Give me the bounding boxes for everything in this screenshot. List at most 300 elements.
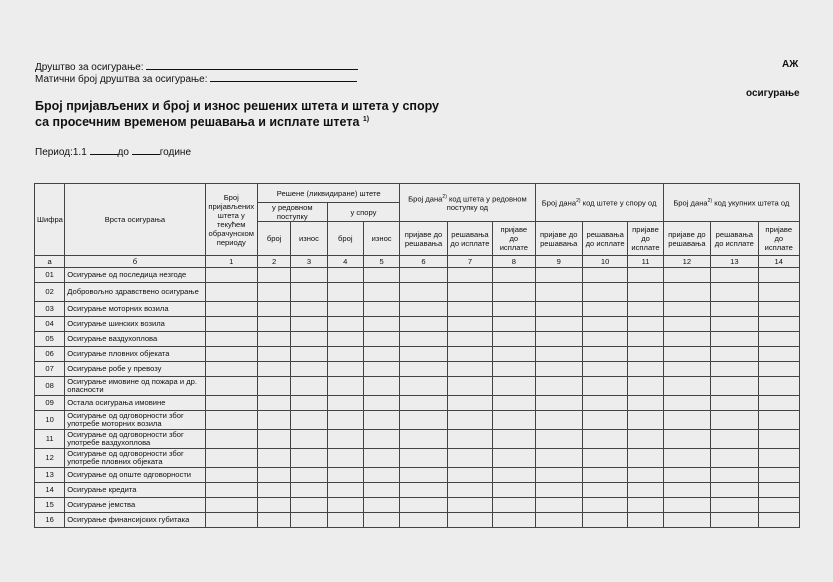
value-cell[interactable] xyxy=(291,468,327,483)
column-number: 1 xyxy=(205,256,257,268)
value-cell[interactable] xyxy=(447,332,492,347)
value-cell[interactable] xyxy=(493,302,535,317)
value-cell[interactable] xyxy=(205,430,257,449)
col-regular-count: број xyxy=(258,222,291,256)
table-row xyxy=(35,468,800,483)
value-cell[interactable] xyxy=(205,396,257,411)
value-cell[interactable] xyxy=(363,332,399,347)
days-prefix: Број дана xyxy=(673,198,708,208)
form-code: АЖ xyxy=(782,59,799,70)
value-cell[interactable] xyxy=(535,449,582,468)
col-14-header: пријаве до исплате xyxy=(758,222,799,256)
value-cell[interactable] xyxy=(327,430,363,449)
value-cell[interactable] xyxy=(535,483,582,498)
value-cell[interactable] xyxy=(400,268,447,283)
value-cell[interactable] xyxy=(363,449,399,468)
value-cell[interactable] xyxy=(291,347,327,362)
value-cell[interactable] xyxy=(535,302,582,317)
value-cell[interactable] xyxy=(663,513,710,528)
value-cell[interactable] xyxy=(493,396,535,411)
value-cell[interactable] xyxy=(205,411,257,430)
value-cell[interactable] xyxy=(205,362,257,377)
value-cell[interactable] xyxy=(663,283,710,302)
value-cell[interactable] xyxy=(291,302,327,317)
company-name-field[interactable] xyxy=(146,60,358,70)
value-cell[interactable] xyxy=(711,396,758,411)
value-cell[interactable] xyxy=(711,411,758,430)
value-cell[interactable] xyxy=(628,411,663,430)
value-cell[interactable] xyxy=(447,302,492,317)
col-dispute-header: у спору xyxy=(327,203,400,222)
value-cell[interactable] xyxy=(628,377,663,396)
value-cell[interactable] xyxy=(663,396,710,411)
value-cell[interactable] xyxy=(447,347,492,362)
value-cell[interactable] xyxy=(758,268,799,283)
column-number: 12 xyxy=(663,256,710,268)
value-cell[interactable] xyxy=(258,513,291,528)
value-cell[interactable] xyxy=(582,317,627,332)
value-cell[interactable] xyxy=(258,430,291,449)
registry-number-field[interactable] xyxy=(210,72,357,82)
value-cell[interactable] xyxy=(363,396,399,411)
value-cell[interactable] xyxy=(447,362,492,377)
value-cell[interactable] xyxy=(363,430,399,449)
value-cell[interactable] xyxy=(327,317,363,332)
value-cell[interactable] xyxy=(493,468,535,483)
value-cell[interactable] xyxy=(400,332,447,347)
value-cell[interactable] xyxy=(758,449,799,468)
row-code: 01 xyxy=(35,268,65,283)
value-cell[interactable] xyxy=(327,347,363,362)
value-cell[interactable] xyxy=(711,362,758,377)
value-cell[interactable] xyxy=(582,449,627,468)
days-total-suffix: код укупних штета од xyxy=(714,198,790,208)
value-cell[interactable] xyxy=(493,362,535,377)
value-cell[interactable] xyxy=(258,449,291,468)
value-cell[interactable] xyxy=(258,483,291,498)
value-cell[interactable] xyxy=(758,283,799,302)
value-cell[interactable] xyxy=(447,317,492,332)
value-cell[interactable] xyxy=(582,396,627,411)
column-number: 4 xyxy=(327,256,363,268)
value-cell[interactable] xyxy=(205,302,257,317)
value-cell[interactable] xyxy=(711,449,758,468)
value-cell[interactable] xyxy=(663,317,710,332)
value-cell[interactable] xyxy=(291,377,327,396)
col-12-header: пријаве до решавања xyxy=(663,222,710,256)
value-cell[interactable] xyxy=(628,468,663,483)
value-cell[interactable] xyxy=(327,468,363,483)
value-cell[interactable] xyxy=(582,513,627,528)
col-resolved-header: Решене (ликвидиране) штете xyxy=(258,184,400,203)
value-cell[interactable] xyxy=(628,362,663,377)
value-cell[interactable] xyxy=(205,283,257,302)
value-cell[interactable] xyxy=(400,302,447,317)
period-year-label: године xyxy=(159,147,192,158)
value-cell[interactable] xyxy=(628,302,663,317)
value-cell[interactable] xyxy=(711,268,758,283)
row-insurance-type: Осигурање од одговорности због употребе моторних возила xyxy=(65,411,205,430)
value-cell[interactable] xyxy=(663,302,710,317)
value-cell[interactable] xyxy=(711,430,758,449)
row-insurance-type: Осигурање од одговорности због употребе ваздухоплова xyxy=(65,430,205,449)
value-cell[interactable] xyxy=(327,268,363,283)
value-cell[interactable] xyxy=(258,411,291,430)
value-cell[interactable] xyxy=(493,268,535,283)
period-from-field[interactable] xyxy=(90,145,118,155)
row-code: 03 xyxy=(35,302,65,317)
value-cell[interactable] xyxy=(663,449,710,468)
column-number: 14 xyxy=(758,256,799,268)
value-cell[interactable] xyxy=(327,483,363,498)
value-cell[interactable] xyxy=(758,430,799,449)
value-cell[interactable] xyxy=(493,513,535,528)
value-cell[interactable] xyxy=(447,513,492,528)
value-cell[interactable] xyxy=(400,430,447,449)
value-cell[interactable] xyxy=(400,498,447,513)
value-cell[interactable] xyxy=(582,468,627,483)
value-cell[interactable] xyxy=(663,498,710,513)
value-cell[interactable] xyxy=(535,362,582,377)
row-code: 11 xyxy=(35,430,65,449)
value-cell[interactable] xyxy=(758,332,799,347)
value-cell[interactable] xyxy=(363,498,399,513)
value-cell[interactable] xyxy=(291,332,327,347)
table-row xyxy=(35,449,800,468)
table-row xyxy=(35,268,800,283)
period-to-field[interactable] xyxy=(132,145,160,155)
value-cell[interactable] xyxy=(400,317,447,332)
value-cell[interactable] xyxy=(400,377,447,396)
value-cell[interactable] xyxy=(663,377,710,396)
table-row xyxy=(35,332,800,347)
value-cell[interactable] xyxy=(582,332,627,347)
value-cell[interactable] xyxy=(205,513,257,528)
value-cell[interactable] xyxy=(447,483,492,498)
value-cell[interactable] xyxy=(291,498,327,513)
table-row xyxy=(35,283,800,302)
value-cell[interactable] xyxy=(258,268,291,283)
value-cell[interactable] xyxy=(493,411,535,430)
table-row xyxy=(35,498,800,513)
value-cell[interactable] xyxy=(363,513,399,528)
value-cell[interactable] xyxy=(447,396,492,411)
value-cell[interactable] xyxy=(447,498,492,513)
value-cell[interactable] xyxy=(327,362,363,377)
value-cell[interactable] xyxy=(400,513,447,528)
row-insurance-type: Остала осигурања имовине xyxy=(65,396,205,411)
value-cell[interactable] xyxy=(663,347,710,362)
value-cell[interactable] xyxy=(363,483,399,498)
form-category: осигурање xyxy=(746,88,800,99)
col-code-header: Шифра xyxy=(35,184,65,256)
table-row xyxy=(35,377,800,396)
row-insurance-type: Осигурање пловних објеката xyxy=(65,347,205,362)
value-cell[interactable] xyxy=(327,513,363,528)
value-cell[interactable] xyxy=(258,332,291,347)
table-row xyxy=(35,347,800,362)
value-cell[interactable] xyxy=(535,411,582,430)
value-cell[interactable] xyxy=(711,498,758,513)
value-cell[interactable] xyxy=(400,483,447,498)
row-code: 05 xyxy=(35,332,65,347)
value-cell[interactable] xyxy=(400,468,447,483)
value-cell[interactable] xyxy=(628,268,663,283)
value-cell[interactable] xyxy=(291,268,327,283)
value-cell[interactable] xyxy=(711,317,758,332)
value-cell[interactable] xyxy=(363,347,399,362)
value-cell[interactable] xyxy=(663,268,710,283)
value-cell[interactable] xyxy=(711,468,758,483)
value-cell[interactable] xyxy=(327,498,363,513)
value-cell[interactable] xyxy=(758,483,799,498)
value-cell[interactable] xyxy=(205,449,257,468)
value-cell[interactable] xyxy=(291,283,327,302)
value-cell[interactable] xyxy=(535,268,582,283)
value-cell[interactable] xyxy=(711,483,758,498)
value-cell[interactable] xyxy=(493,377,535,396)
value-cell[interactable] xyxy=(663,362,710,377)
value-cell[interactable] xyxy=(493,317,535,332)
column-number: 11 xyxy=(628,256,663,268)
days-prefix: Број дана xyxy=(541,198,577,208)
col-10-header: решавања до исплате xyxy=(582,222,627,256)
value-cell[interactable] xyxy=(327,283,363,302)
row-insurance-type: Осигурање моторних возила xyxy=(65,302,205,317)
col-dispute-amount: износ xyxy=(363,222,399,256)
value-cell[interactable] xyxy=(327,396,363,411)
value-cell[interactable] xyxy=(205,268,257,283)
value-cell[interactable] xyxy=(711,283,758,302)
row-code: 08 xyxy=(35,377,65,396)
table-row xyxy=(35,317,800,332)
value-cell[interactable] xyxy=(258,317,291,332)
value-cell[interactable] xyxy=(711,377,758,396)
value-cell[interactable] xyxy=(258,468,291,483)
row-insurance-type: Осигурање робе у превозу xyxy=(65,362,205,377)
table-row xyxy=(35,302,800,317)
value-cell[interactable] xyxy=(205,317,257,332)
days-footnote: 2) xyxy=(576,198,581,205)
value-cell[interactable] xyxy=(628,332,663,347)
value-cell[interactable] xyxy=(663,430,710,449)
value-cell[interactable] xyxy=(258,283,291,302)
value-cell[interactable] xyxy=(535,347,582,362)
value-cell[interactable] xyxy=(758,513,799,528)
value-cell[interactable] xyxy=(535,332,582,347)
row-insurance-type: Осигурање ваздухоплова xyxy=(65,332,205,347)
value-cell[interactable] xyxy=(400,347,447,362)
value-cell[interactable] xyxy=(447,430,492,449)
value-cell[interactable] xyxy=(205,377,257,396)
value-cell[interactable] xyxy=(258,377,291,396)
col-regular-header: у редовном поступку xyxy=(258,203,328,222)
value-cell[interactable] xyxy=(205,498,257,513)
value-cell[interactable] xyxy=(291,513,327,528)
table-row xyxy=(35,483,800,498)
value-cell[interactable] xyxy=(363,302,399,317)
value-cell[interactable] xyxy=(663,468,710,483)
col-days-total-header xyxy=(663,184,799,222)
value-cell[interactable] xyxy=(363,268,399,283)
value-cell[interactable] xyxy=(493,332,535,347)
value-cell[interactable] xyxy=(711,332,758,347)
value-cell[interactable] xyxy=(628,283,663,302)
value-cell[interactable] xyxy=(363,362,399,377)
row-insurance-type: Осигурање од одговорности због употребе пловних објеката xyxy=(65,449,205,468)
value-cell[interactable] xyxy=(582,302,627,317)
company-label: Друштво за осигурање: xyxy=(35,62,144,73)
value-cell[interactable] xyxy=(582,283,627,302)
value-cell[interactable] xyxy=(535,430,582,449)
value-cell[interactable] xyxy=(493,430,535,449)
value-cell[interactable] xyxy=(711,513,758,528)
value-cell[interactable] xyxy=(291,396,327,411)
value-cell[interactable] xyxy=(758,347,799,362)
value-cell[interactable] xyxy=(447,411,492,430)
value-cell[interactable] xyxy=(400,283,447,302)
value-cell[interactable] xyxy=(291,317,327,332)
value-cell[interactable] xyxy=(535,283,582,302)
value-cell[interactable] xyxy=(535,498,582,513)
value-cell[interactable] xyxy=(628,430,663,449)
value-cell[interactable] xyxy=(447,377,492,396)
value-cell[interactable] xyxy=(447,468,492,483)
value-cell[interactable] xyxy=(535,396,582,411)
value-cell[interactable] xyxy=(400,396,447,411)
value-cell[interactable] xyxy=(493,449,535,468)
value-cell[interactable] xyxy=(327,377,363,396)
value-cell[interactable] xyxy=(758,302,799,317)
value-cell[interactable] xyxy=(400,449,447,468)
value-cell[interactable] xyxy=(582,430,627,449)
value-cell[interactable] xyxy=(628,317,663,332)
value-cell[interactable] xyxy=(327,332,363,347)
value-cell[interactable] xyxy=(628,347,663,362)
value-cell[interactable] xyxy=(493,283,535,302)
value-cell[interactable] xyxy=(327,302,363,317)
value-cell[interactable] xyxy=(258,302,291,317)
value-cell[interactable] xyxy=(493,347,535,362)
col-11-header: пријаве до исплате xyxy=(628,222,663,256)
column-number: 2 xyxy=(258,256,291,268)
value-cell[interactable] xyxy=(535,468,582,483)
value-cell[interactable] xyxy=(628,449,663,468)
value-cell[interactable] xyxy=(663,411,710,430)
value-cell[interactable] xyxy=(205,483,257,498)
value-cell[interactable] xyxy=(363,411,399,430)
value-cell[interactable] xyxy=(327,411,363,430)
column-number: 10 xyxy=(582,256,627,268)
value-cell[interactable] xyxy=(758,411,799,430)
value-cell[interactable] xyxy=(711,347,758,362)
row-code: 09 xyxy=(35,396,65,411)
claims-table xyxy=(34,183,800,528)
value-cell[interactable] xyxy=(400,362,447,377)
value-cell[interactable] xyxy=(493,498,535,513)
value-cell[interactable] xyxy=(291,362,327,377)
column-number: 3 xyxy=(291,256,327,268)
row-code: 04 xyxy=(35,317,65,332)
title-footnote: 1) xyxy=(362,116,370,123)
table-row xyxy=(35,513,800,528)
value-cell[interactable] xyxy=(758,362,799,377)
value-cell[interactable] xyxy=(628,483,663,498)
value-cell[interactable] xyxy=(582,498,627,513)
row-code: 13 xyxy=(35,468,65,483)
row-insurance-type: Осигурање кредита xyxy=(65,483,205,498)
period-to-label: до xyxy=(117,147,129,158)
value-cell[interactable] xyxy=(291,411,327,430)
value-cell[interactable] xyxy=(258,347,291,362)
value-cell[interactable] xyxy=(582,483,627,498)
value-cell[interactable] xyxy=(363,468,399,483)
value-cell[interactable] xyxy=(258,396,291,411)
value-cell[interactable] xyxy=(205,332,257,347)
value-cell[interactable] xyxy=(258,498,291,513)
value-cell[interactable] xyxy=(535,317,582,332)
value-cell[interactable] xyxy=(628,396,663,411)
value-cell[interactable] xyxy=(535,513,582,528)
days-footnote: 2) xyxy=(442,193,447,200)
value-cell[interactable] xyxy=(400,411,447,430)
value-cell[interactable] xyxy=(363,377,399,396)
col-dispute-count: број xyxy=(327,222,363,256)
value-cell[interactable] xyxy=(582,347,627,362)
row-code: 06 xyxy=(35,347,65,362)
value-cell[interactable] xyxy=(628,498,663,513)
col-type-header: Врста осигурања xyxy=(65,184,205,256)
value-cell[interactable] xyxy=(582,411,627,430)
value-cell[interactable] xyxy=(582,268,627,283)
row-insurance-type: Добровољно здравствено осигурање xyxy=(65,283,205,302)
value-cell[interactable] xyxy=(363,283,399,302)
col-6-header: пријаве до решавања xyxy=(400,222,447,256)
value-cell[interactable] xyxy=(447,268,492,283)
value-cell[interactable] xyxy=(663,483,710,498)
value-cell[interactable] xyxy=(758,377,799,396)
row-code: 14 xyxy=(35,483,65,498)
value-cell[interactable] xyxy=(205,347,257,362)
value-cell[interactable] xyxy=(758,468,799,483)
value-cell[interactable] xyxy=(493,483,535,498)
table-row xyxy=(35,362,800,377)
value-cell[interactable] xyxy=(205,468,257,483)
value-cell[interactable] xyxy=(758,498,799,513)
value-cell[interactable] xyxy=(291,430,327,449)
value-cell[interactable] xyxy=(327,449,363,468)
value-cell[interactable] xyxy=(758,317,799,332)
value-cell[interactable] xyxy=(258,362,291,377)
value-cell[interactable] xyxy=(628,513,663,528)
value-cell[interactable] xyxy=(447,283,492,302)
value-cell[interactable] xyxy=(663,332,710,347)
value-cell[interactable] xyxy=(535,377,582,396)
value-cell[interactable] xyxy=(291,449,327,468)
column-number-row xyxy=(35,256,800,268)
value-cell[interactable] xyxy=(582,362,627,377)
value-cell[interactable] xyxy=(447,449,492,468)
column-number: 5 xyxy=(363,256,399,268)
value-cell[interactable] xyxy=(758,396,799,411)
value-cell[interactable] xyxy=(582,377,627,396)
registry-label: Матични број друштва за осигурање: xyxy=(35,74,208,85)
value-cell[interactable] xyxy=(291,483,327,498)
row-code: 07 xyxy=(35,362,65,377)
value-cell[interactable] xyxy=(363,317,399,332)
value-cell[interactable] xyxy=(711,302,758,317)
column-number: 8 xyxy=(493,256,535,268)
